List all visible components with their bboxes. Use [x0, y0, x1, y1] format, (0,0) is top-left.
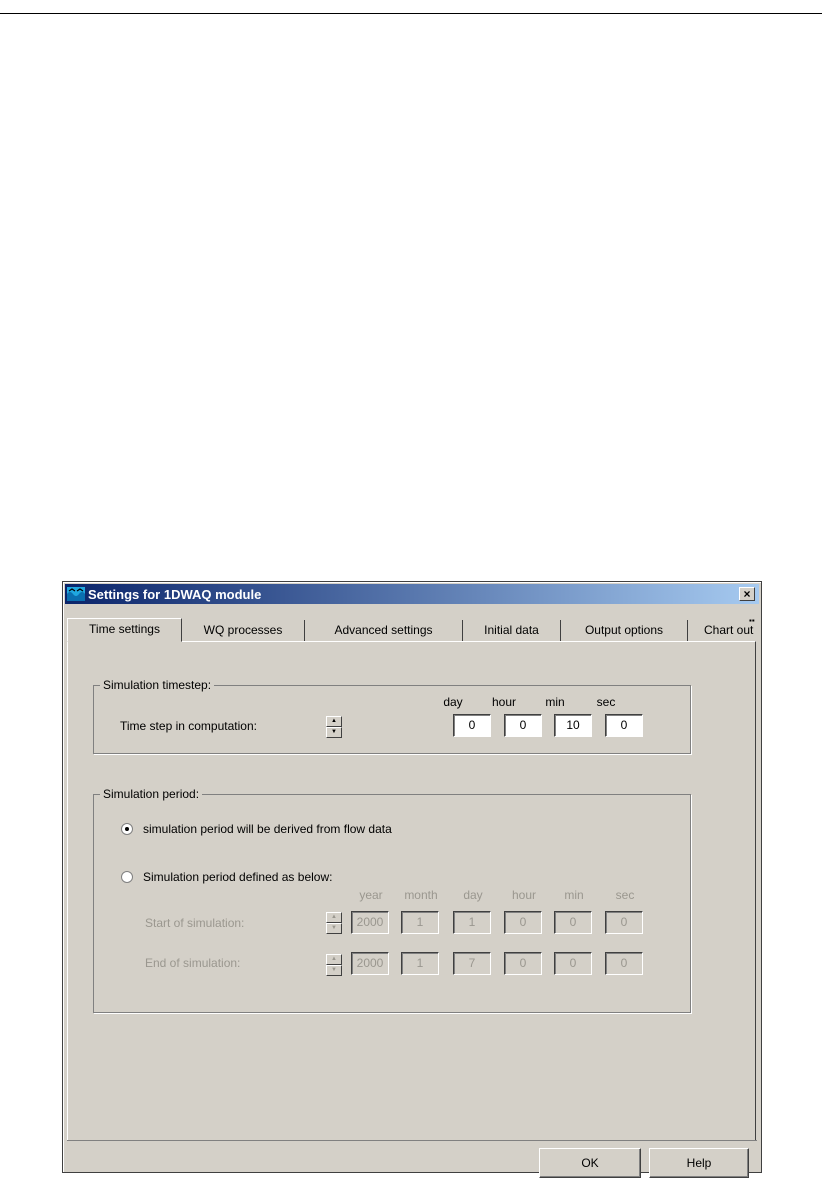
tab-label: WQ processes [203, 623, 283, 637]
footer-divider [67, 1140, 757, 1141]
period-legend: Simulation period: [103, 787, 200, 801]
timestep-group [93, 678, 691, 754]
close-icon: × [743, 587, 751, 601]
start-spinner [326, 912, 342, 934]
spin-up-icon: ▲ [326, 954, 342, 965]
timestep-sec-input[interactable]: 0 [605, 714, 643, 737]
end-label: End of simulation: [145, 956, 241, 970]
tab-wq-processes[interactable] [182, 620, 305, 641]
end-day-input: 7 [453, 952, 491, 975]
col-label-sec: sec [596, 695, 616, 709]
end-spinner [326, 954, 342, 976]
tab-label: Chart out [704, 623, 754, 637]
period-col-year: year [359, 888, 383, 902]
col-label-day: day [443, 695, 463, 709]
start-min-input: 0 [554, 911, 592, 934]
settings-dialog [62, 581, 762, 1173]
timestep-legend: Simulation timestep: [103, 678, 212, 692]
radio-defined-label[interactable]: Simulation period defined as below: [143, 870, 333, 884]
spin-up-icon: ▲ [326, 912, 342, 923]
tab-output-options[interactable] [561, 620, 688, 641]
spin-down-icon: ▼ [326, 965, 342, 976]
tab-label: Time settings [89, 622, 160, 636]
period-col-day: day [463, 888, 483, 902]
tab-time-settings[interactable] [67, 618, 182, 642]
end-month-input: 1 [401, 952, 439, 975]
spin-down-icon[interactable]: ▼ [326, 727, 342, 738]
end-hour-input: 0 [504, 952, 542, 975]
col-label-min: min [545, 695, 565, 709]
tab-initial-data[interactable] [463, 620, 561, 641]
close-button[interactable] [739, 587, 755, 601]
period-col-sec: sec [615, 888, 635, 902]
start-label: Start of simulation: [145, 916, 245, 930]
start-month-input: 1 [401, 911, 439, 934]
start-sec-input: 0 [605, 911, 643, 934]
window-title: Settings for 1DWAQ module [88, 586, 262, 602]
period-col-month: month [404, 888, 438, 902]
tab-strip [67, 618, 757, 642]
tab-label: Initial data [484, 623, 539, 637]
help-button[interactable]: Help [649, 1148, 749, 1178]
start-year-input: 2000 [351, 911, 389, 934]
title-bar [65, 584, 759, 604]
timestep-min-input[interactable]: 10 [554, 714, 592, 737]
spin-down-icon: ▼ [326, 923, 342, 934]
timestep-day-input[interactable]: 0 [453, 714, 491, 737]
tab-scroll-arrows-icon[interactable]: ▪▪ [749, 616, 755, 625]
tab-label: Output options [584, 623, 664, 637]
start-hour-input: 0 [504, 911, 542, 934]
timestep-spinner[interactable] [326, 716, 342, 738]
tab-advanced-settings[interactable] [305, 620, 463, 641]
start-day-input: 1 [453, 911, 491, 934]
timestep-label: Time step in computation: [120, 719, 257, 733]
ok-button[interactable]: OK [539, 1148, 641, 1178]
period-col-min: min [564, 888, 584, 902]
app-icon [67, 587, 85, 601]
timestep-hour-input[interactable]: 0 [504, 714, 542, 737]
radio-defined-below[interactable] [121, 871, 133, 883]
tab-chart-output[interactable] [688, 616, 757, 641]
col-label-hour: hour [491, 695, 517, 709]
end-min-input: 0 [554, 952, 592, 975]
radio-selected-dot [125, 827, 129, 831]
period-group [93, 787, 691, 1013]
radio-flow-label[interactable]: simulation period will be derived from flow data [143, 822, 392, 836]
tab-label: Advanced settings [334, 623, 433, 637]
radio-flow-data[interactable] [121, 823, 133, 835]
page-top-rule [0, 13, 822, 14]
end-year-input: 2000 [351, 952, 389, 975]
period-col-hour: hour [511, 888, 537, 902]
end-sec-input: 0 [605, 952, 643, 975]
spin-up-icon[interactable]: ▲ [326, 716, 342, 727]
